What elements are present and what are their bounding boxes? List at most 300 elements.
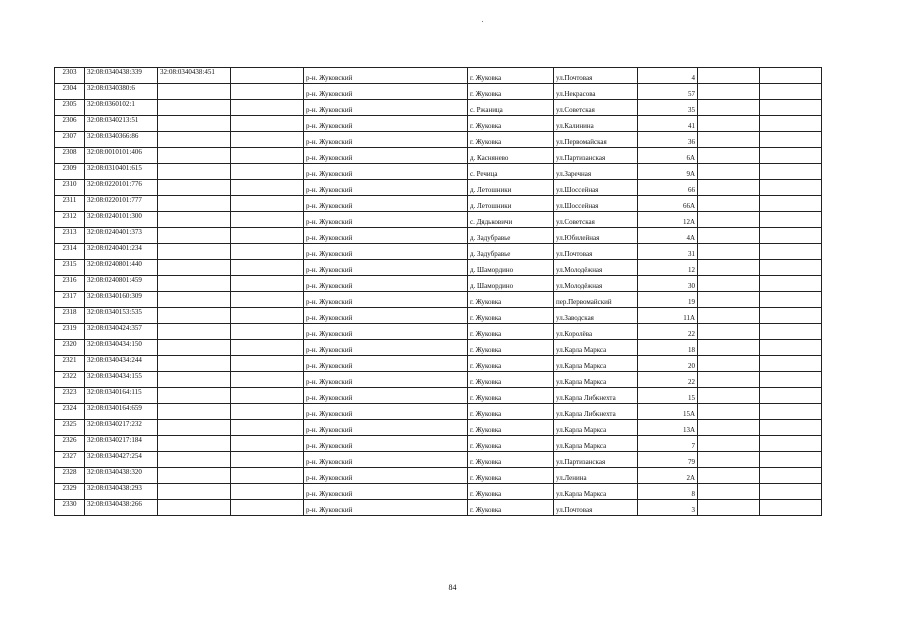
settlement-cell: г. Жуковка bbox=[468, 484, 554, 500]
row-number-cell: 2308 bbox=[55, 148, 85, 164]
district-cell: р-н. Жуковский bbox=[304, 372, 468, 388]
settlement-cell: г. Жуковка bbox=[468, 500, 554, 516]
empty-cell bbox=[231, 84, 304, 100]
settlement-cell: д. Каснянево bbox=[468, 148, 554, 164]
empty-cell bbox=[760, 420, 822, 436]
empty-cell bbox=[760, 308, 822, 324]
empty-cell bbox=[698, 180, 760, 196]
house-number-cell: 66 bbox=[638, 180, 698, 196]
cadastral-number-cell: 32:08:0220101:776 bbox=[85, 180, 158, 196]
empty-cell bbox=[231, 404, 304, 420]
cadastral-number-cell: 32:08:0340217:184 bbox=[85, 436, 158, 452]
empty-cell bbox=[698, 420, 760, 436]
street-cell: ул.Некрасова bbox=[554, 84, 638, 100]
table-row bbox=[55, 244, 822, 260]
cadastral-number-cell: 32:08:0360102:1 bbox=[85, 100, 158, 116]
empty-cell bbox=[698, 436, 760, 452]
table-row bbox=[55, 404, 822, 420]
cadastral-number-cell: 32:08:0340380:6 bbox=[85, 84, 158, 100]
street-cell: ул.Карла Маркса bbox=[554, 420, 638, 436]
linked-cadastral-number-cell bbox=[158, 164, 231, 180]
linked-cadastral-number-cell bbox=[158, 180, 231, 196]
district-cell: р-н. Жуковский bbox=[304, 276, 468, 292]
row-number-cell: 2306 bbox=[55, 116, 85, 132]
linked-cadastral-number-cell bbox=[158, 148, 231, 164]
empty-cell bbox=[698, 324, 760, 340]
house-number-cell: 4 bbox=[638, 68, 698, 84]
district-cell: р-н. Жуковский bbox=[304, 404, 468, 420]
scan-artifact bbox=[482, 21, 483, 22]
empty-cell bbox=[698, 372, 760, 388]
district-cell: р-н. Жуковский bbox=[304, 212, 468, 228]
linked-cadastral-number-cell bbox=[158, 404, 231, 420]
settlement-cell: г. Жуковка bbox=[468, 308, 554, 324]
table-row bbox=[55, 420, 822, 436]
empty-cell bbox=[760, 500, 822, 516]
cadastral-number-cell: 32:08:0340164:659 bbox=[85, 404, 158, 420]
empty-cell bbox=[231, 388, 304, 404]
district-cell: р-н. Жуковский bbox=[304, 180, 468, 196]
empty-cell bbox=[231, 484, 304, 500]
house-number-cell: 7 bbox=[638, 436, 698, 452]
district-cell: р-н. Жуковский bbox=[304, 356, 468, 372]
empty-cell bbox=[231, 372, 304, 388]
linked-cadastral-number-cell bbox=[158, 452, 231, 468]
empty-cell bbox=[760, 292, 822, 308]
street-cell: ул.Первомайская bbox=[554, 132, 638, 148]
table-row bbox=[55, 356, 822, 372]
empty-cell bbox=[760, 212, 822, 228]
house-number-cell: 31 bbox=[638, 244, 698, 260]
settlement-cell: г. Жуковка bbox=[468, 116, 554, 132]
settlement-cell: г. Жуковка bbox=[468, 132, 554, 148]
house-number-cell: 13А bbox=[638, 420, 698, 436]
empty-cell bbox=[698, 308, 760, 324]
table-row bbox=[55, 100, 822, 116]
house-number-cell: 3 bbox=[638, 500, 698, 516]
row-number-cell: 2324 bbox=[55, 404, 85, 420]
house-number-cell: 15А bbox=[638, 404, 698, 420]
row-number-cell: 2319 bbox=[55, 324, 85, 340]
table-row bbox=[55, 164, 822, 180]
table-row bbox=[55, 484, 822, 500]
cadastral-number-cell: 32:08:0340366:86 bbox=[85, 132, 158, 148]
street-cell: ул.Заводская bbox=[554, 308, 638, 324]
linked-cadastral-number-cell bbox=[158, 276, 231, 292]
linked-cadastral-number-cell bbox=[158, 372, 231, 388]
street-cell: ул.Советская bbox=[554, 212, 638, 228]
district-cell: р-н. Жуковский bbox=[304, 116, 468, 132]
district-cell: р-н. Жуковский bbox=[304, 324, 468, 340]
street-cell: ул.Советская bbox=[554, 100, 638, 116]
linked-cadastral-number-cell bbox=[158, 500, 231, 516]
row-number-cell: 2320 bbox=[55, 340, 85, 356]
table-row bbox=[55, 180, 822, 196]
table-row bbox=[55, 452, 822, 468]
empty-cell bbox=[760, 68, 822, 84]
linked-cadastral-number-cell bbox=[158, 340, 231, 356]
cadastral-number-cell: 32:08:0240401:373 bbox=[85, 228, 158, 244]
street-cell: ул.Юбилейная bbox=[554, 228, 638, 244]
empty-cell bbox=[698, 276, 760, 292]
registry-table bbox=[54, 67, 822, 516]
row-number-cell: 2327 bbox=[55, 452, 85, 468]
row-number-cell: 2323 bbox=[55, 388, 85, 404]
table-row bbox=[55, 68, 822, 84]
empty-cell bbox=[231, 356, 304, 372]
district-cell: р-н. Жуковский bbox=[304, 228, 468, 244]
empty-cell bbox=[698, 84, 760, 100]
table-row bbox=[55, 228, 822, 244]
empty-cell bbox=[760, 100, 822, 116]
empty-cell bbox=[698, 260, 760, 276]
table-row bbox=[55, 468, 822, 484]
settlement-cell: г. Жуковка bbox=[468, 388, 554, 404]
settlement-cell: г. Жуковка bbox=[468, 452, 554, 468]
row-number-cell: 2313 bbox=[55, 228, 85, 244]
district-cell: р-н. Жуковский bbox=[304, 244, 468, 260]
cadastral-number-cell: 32:08:0010101:406 bbox=[85, 148, 158, 164]
empty-cell bbox=[698, 196, 760, 212]
linked-cadastral-number-cell bbox=[158, 244, 231, 260]
row-number-cell: 2318 bbox=[55, 308, 85, 324]
settlement-cell: г. Жуковка bbox=[468, 68, 554, 84]
linked-cadastral-number-cell bbox=[158, 116, 231, 132]
empty-cell bbox=[231, 100, 304, 116]
table-row bbox=[55, 500, 822, 516]
settlement-cell: г. Жуковка bbox=[468, 404, 554, 420]
district-cell: р-н. Жуковский bbox=[304, 292, 468, 308]
district-cell: р-н. Жуковский bbox=[304, 84, 468, 100]
cadastral-number-cell: 32:08:0220101:777 bbox=[85, 196, 158, 212]
house-number-cell: 11А bbox=[638, 308, 698, 324]
table-row bbox=[55, 340, 822, 356]
empty-cell bbox=[698, 68, 760, 84]
empty-cell bbox=[231, 116, 304, 132]
district-cell: р-н. Жуковский bbox=[304, 164, 468, 180]
empty-cell bbox=[698, 452, 760, 468]
empty-cell bbox=[231, 500, 304, 516]
linked-cadastral-number-cell bbox=[158, 420, 231, 436]
empty-cell bbox=[760, 436, 822, 452]
page-number: 84 bbox=[448, 583, 457, 592]
empty-cell bbox=[698, 116, 760, 132]
empty-cell bbox=[231, 180, 304, 196]
street-cell: ул.Шоссейная bbox=[554, 196, 638, 212]
house-number-cell: 35 bbox=[638, 100, 698, 116]
district-cell: р-н. Жуковский bbox=[304, 500, 468, 516]
house-number-cell: 12А bbox=[638, 212, 698, 228]
linked-cadastral-number-cell bbox=[158, 228, 231, 244]
row-number-cell: 2321 bbox=[55, 356, 85, 372]
street-cell: ул.Почтовая bbox=[554, 500, 638, 516]
table-row bbox=[55, 308, 822, 324]
empty-cell bbox=[760, 468, 822, 484]
row-number-cell: 2310 bbox=[55, 180, 85, 196]
cadastral-number-cell: 32:08:0340438:339 bbox=[85, 68, 158, 84]
street-cell: ул.Шоссейная bbox=[554, 180, 638, 196]
row-number-cell: 2330 bbox=[55, 500, 85, 516]
table-row bbox=[55, 196, 822, 212]
house-number-cell: 12 bbox=[638, 260, 698, 276]
street-cell: ул.Карла Либкнехта bbox=[554, 388, 638, 404]
empty-cell bbox=[231, 164, 304, 180]
empty-cell bbox=[760, 340, 822, 356]
empty-cell bbox=[231, 420, 304, 436]
street-cell: ул.Королёва bbox=[554, 324, 638, 340]
empty-cell bbox=[760, 260, 822, 276]
empty-cell bbox=[231, 324, 304, 340]
district-cell: р-н. Жуковский bbox=[304, 132, 468, 148]
cadastral-number-cell: 32:08:0340164:115 bbox=[85, 388, 158, 404]
settlement-cell: г. Жуковка bbox=[468, 420, 554, 436]
district-cell: р-н. Жуковский bbox=[304, 196, 468, 212]
empty-cell bbox=[231, 308, 304, 324]
empty-cell bbox=[760, 388, 822, 404]
row-number-cell: 2328 bbox=[55, 468, 85, 484]
row-number-cell: 2315 bbox=[55, 260, 85, 276]
empty-cell bbox=[231, 212, 304, 228]
cadastral-number-cell: 32:08:0310401:615 bbox=[85, 164, 158, 180]
row-number-cell: 2322 bbox=[55, 372, 85, 388]
empty-cell bbox=[698, 388, 760, 404]
cadastral-number-cell: 32:08:0340434:150 bbox=[85, 340, 158, 356]
district-cell: р-н. Жуковский bbox=[304, 260, 468, 276]
row-number-cell: 2307 bbox=[55, 132, 85, 148]
street-cell: ул.Ленина bbox=[554, 468, 638, 484]
empty-cell bbox=[698, 468, 760, 484]
cadastral-number-cell: 32:08:0340438:320 bbox=[85, 468, 158, 484]
district-cell: р-н. Жуковский bbox=[304, 68, 468, 84]
house-number-cell: 2А bbox=[638, 468, 698, 484]
table-row bbox=[55, 372, 822, 388]
empty-cell bbox=[760, 404, 822, 420]
house-number-cell: 4А bbox=[638, 228, 698, 244]
settlement-cell: д. Летошники bbox=[468, 196, 554, 212]
cadastral-number-cell: 32:08:0340434:244 bbox=[85, 356, 158, 372]
empty-cell bbox=[231, 244, 304, 260]
empty-cell bbox=[760, 276, 822, 292]
settlement-cell: г. Жуковка bbox=[468, 468, 554, 484]
linked-cadastral-number-cell bbox=[158, 308, 231, 324]
settlement-cell: д. Задубравье bbox=[468, 244, 554, 260]
district-cell: р-н. Жуковский bbox=[304, 420, 468, 436]
settlement-cell: д. Летошники bbox=[468, 180, 554, 196]
table-row bbox=[55, 388, 822, 404]
empty-cell bbox=[760, 356, 822, 372]
district-cell: р-н. Жуковский bbox=[304, 100, 468, 116]
row-number-cell: 2309 bbox=[55, 164, 85, 180]
empty-cell bbox=[231, 468, 304, 484]
empty-cell bbox=[231, 452, 304, 468]
table-row bbox=[55, 260, 822, 276]
street-cell: ул.Молодёжная bbox=[554, 276, 638, 292]
row-number-cell: 2329 bbox=[55, 484, 85, 500]
linked-cadastral-number-cell bbox=[158, 388, 231, 404]
table-row bbox=[55, 324, 822, 340]
settlement-cell: г. Жуковка bbox=[468, 324, 554, 340]
row-number-cell: 2316 bbox=[55, 276, 85, 292]
empty-cell bbox=[231, 148, 304, 164]
house-number-cell: 8 bbox=[638, 484, 698, 500]
registry-table-container bbox=[54, 67, 821, 516]
empty-cell bbox=[760, 196, 822, 212]
cadastral-number-cell: 32:08:0240801:459 bbox=[85, 276, 158, 292]
row-number-cell: 2312 bbox=[55, 212, 85, 228]
empty-cell bbox=[698, 340, 760, 356]
settlement-cell: д. Шамордино bbox=[468, 260, 554, 276]
house-number-cell: 79 bbox=[638, 452, 698, 468]
empty-cell bbox=[760, 164, 822, 180]
linked-cadastral-number-cell bbox=[158, 356, 231, 372]
empty-cell bbox=[760, 116, 822, 132]
cadastral-number-cell: 32:08:0340434:155 bbox=[85, 372, 158, 388]
linked-cadastral-number-cell bbox=[158, 260, 231, 276]
house-number-cell: 20 bbox=[638, 356, 698, 372]
row-number-cell: 2303 bbox=[55, 68, 85, 84]
street-cell: ул.Карла Маркса bbox=[554, 372, 638, 388]
row-number-cell: 2325 bbox=[55, 420, 85, 436]
empty-cell bbox=[698, 244, 760, 260]
street-cell: ул.Заречная bbox=[554, 164, 638, 180]
linked-cadastral-number-cell bbox=[158, 84, 231, 100]
empty-cell bbox=[231, 68, 304, 84]
street-cell: ул.Почтовая bbox=[554, 244, 638, 260]
table-row bbox=[55, 436, 822, 452]
cadastral-number-cell: 32:08:0340438:293 bbox=[85, 484, 158, 500]
row-number-cell: 2305 bbox=[55, 100, 85, 116]
empty-cell bbox=[231, 196, 304, 212]
linked-cadastral-number-cell bbox=[158, 100, 231, 116]
empty-cell bbox=[760, 452, 822, 468]
street-cell: ул.Партизанская bbox=[554, 452, 638, 468]
house-number-cell: 19 bbox=[638, 292, 698, 308]
district-cell: р-н. Жуковский bbox=[304, 436, 468, 452]
street-cell: ул.Карла Маркса bbox=[554, 340, 638, 356]
table-row bbox=[55, 116, 822, 132]
empty-cell bbox=[760, 84, 822, 100]
settlement-cell: д. Задубравье bbox=[468, 228, 554, 244]
street-cell: ул.Молодёжная bbox=[554, 260, 638, 276]
empty-cell bbox=[698, 500, 760, 516]
house-number-cell: 6А bbox=[638, 148, 698, 164]
empty-cell bbox=[698, 484, 760, 500]
table-row bbox=[55, 276, 822, 292]
house-number-cell: 15 bbox=[638, 388, 698, 404]
row-number-cell: 2314 bbox=[55, 244, 85, 260]
empty-cell bbox=[231, 260, 304, 276]
cadastral-number-cell: 32:08:0240801:440 bbox=[85, 260, 158, 276]
settlement-cell: г. Жуковка bbox=[468, 340, 554, 356]
street-cell: ул.Почтовая bbox=[554, 68, 638, 84]
empty-cell bbox=[698, 100, 760, 116]
district-cell: р-н. Жуковский bbox=[304, 340, 468, 356]
linked-cadastral-number-cell bbox=[158, 468, 231, 484]
street-cell: ул.Карла Маркса bbox=[554, 356, 638, 372]
house-number-cell: 18 bbox=[638, 340, 698, 356]
row-number-cell: 2317 bbox=[55, 292, 85, 308]
empty-cell bbox=[760, 372, 822, 388]
cadastral-number-cell: 32:08:0340427:254 bbox=[85, 452, 158, 468]
empty-cell bbox=[698, 356, 760, 372]
cadastral-number-cell: 32:08:0340160:309 bbox=[85, 292, 158, 308]
house-number-cell: 9А bbox=[638, 164, 698, 180]
linked-cadastral-number-cell: 32:08:0340438:451 bbox=[158, 68, 231, 84]
district-cell: р-н. Жуковский bbox=[304, 308, 468, 324]
table-row bbox=[55, 148, 822, 164]
row-number-cell: 2326 bbox=[55, 436, 85, 452]
linked-cadastral-number-cell bbox=[158, 212, 231, 228]
row-number-cell: 2311 bbox=[55, 196, 85, 212]
row-number-cell: 2304 bbox=[55, 84, 85, 100]
linked-cadastral-number-cell bbox=[158, 436, 231, 452]
table-row bbox=[55, 292, 822, 308]
house-number-cell: 36 bbox=[638, 132, 698, 148]
linked-cadastral-number-cell bbox=[158, 292, 231, 308]
district-cell: р-н. Жуковский bbox=[304, 148, 468, 164]
linked-cadastral-number-cell bbox=[158, 324, 231, 340]
district-cell: р-н. Жуковский bbox=[304, 452, 468, 468]
street-cell: пер.Первомайский bbox=[554, 292, 638, 308]
linked-cadastral-number-cell bbox=[158, 484, 231, 500]
empty-cell bbox=[698, 148, 760, 164]
linked-cadastral-number-cell bbox=[158, 132, 231, 148]
street-cell: ул.Карла Либкнехта bbox=[554, 404, 638, 420]
empty-cell bbox=[698, 404, 760, 420]
house-number-cell: 57 bbox=[638, 84, 698, 100]
empty-cell bbox=[760, 324, 822, 340]
cadastral-number-cell: 32:08:0340438:266 bbox=[85, 500, 158, 516]
linked-cadastral-number-cell bbox=[158, 196, 231, 212]
empty-cell bbox=[698, 292, 760, 308]
settlement-cell: г. Жуковка bbox=[468, 84, 554, 100]
settlement-cell: с. Ржаница bbox=[468, 100, 554, 116]
empty-cell bbox=[231, 436, 304, 452]
empty-cell bbox=[231, 132, 304, 148]
empty-cell bbox=[760, 244, 822, 260]
empty-cell bbox=[231, 276, 304, 292]
house-number-cell: 30 bbox=[638, 276, 698, 292]
empty-cell bbox=[760, 148, 822, 164]
empty-cell bbox=[231, 292, 304, 308]
street-cell: ул.Карла Маркса bbox=[554, 436, 638, 452]
house-number-cell: 22 bbox=[638, 324, 698, 340]
empty-cell bbox=[760, 484, 822, 500]
street-cell: ул.Карла Маркса bbox=[554, 484, 638, 500]
empty-cell bbox=[698, 164, 760, 180]
district-cell: р-н. Жуковский bbox=[304, 388, 468, 404]
empty-cell bbox=[698, 132, 760, 148]
house-number-cell: 41 bbox=[638, 116, 698, 132]
empty-cell bbox=[698, 212, 760, 228]
empty-cell bbox=[231, 228, 304, 244]
settlement-cell: с. Дядьковичи bbox=[468, 212, 554, 228]
house-number-cell: 66А bbox=[638, 196, 698, 212]
cadastral-number-cell: 32:08:0240401:234 bbox=[85, 244, 158, 260]
district-cell: р-н. Жуковский bbox=[304, 468, 468, 484]
cadastral-number-cell: 32:08:0340213:51 bbox=[85, 116, 158, 132]
cadastral-number-cell: 32:08:0340217:232 bbox=[85, 420, 158, 436]
street-cell: ул.Партизанская bbox=[554, 148, 638, 164]
settlement-cell: г. Жуковка bbox=[468, 356, 554, 372]
district-cell: р-н. Жуковский bbox=[304, 484, 468, 500]
table-row bbox=[55, 132, 822, 148]
registry-table-body bbox=[55, 68, 822, 516]
cadastral-number-cell: 32:08:0340424:357 bbox=[85, 324, 158, 340]
empty-cell bbox=[698, 228, 760, 244]
cadastral-number-cell: 32:08:0340153:535 bbox=[85, 308, 158, 324]
cadastral-number-cell: 32:08:0240101:300 bbox=[85, 212, 158, 228]
